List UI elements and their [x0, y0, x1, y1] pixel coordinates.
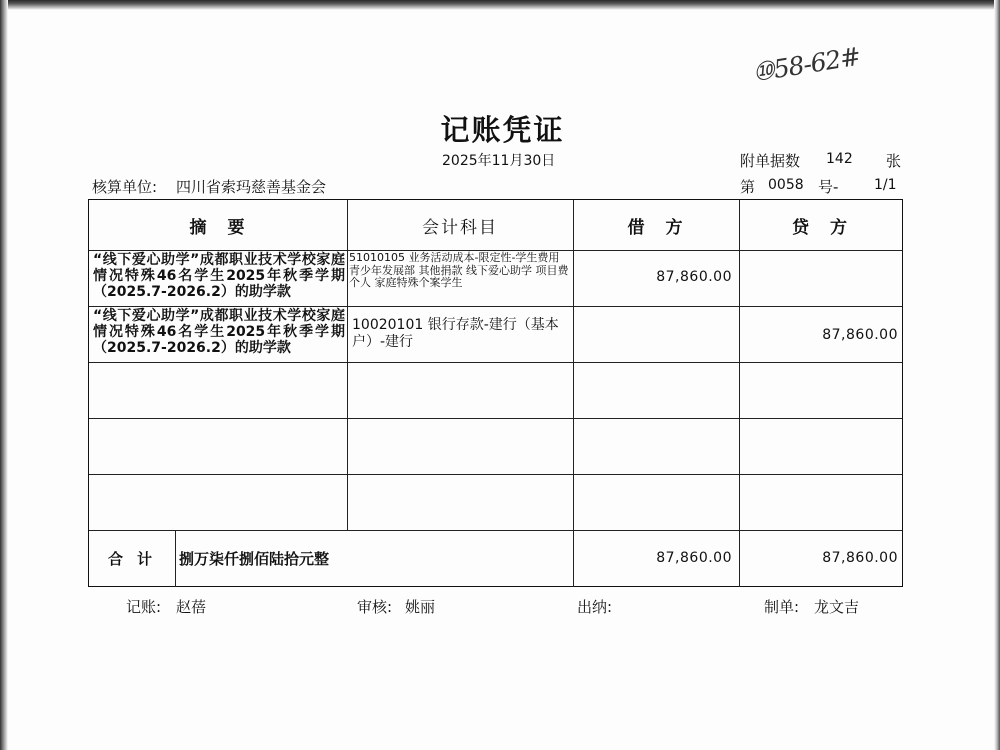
row-2-summary: “线下爱心助学”成都职业技术学校家庭情况特殊46名学生2025年秋季学期（2025.7-2026.2）的助学款: [93, 308, 345, 356]
row-2-account: 10020101 银行存款-建行（基本户）-建行: [352, 317, 559, 350]
bookkeeper-label: 记账:: [126, 598, 162, 616]
accounting-unit-name: 四川省索玛慈善基金会: [176, 178, 327, 196]
preparer-label: 制单:: [764, 598, 800, 616]
voucher-date: 2025年11月30日: [442, 153, 556, 169]
header-credit: 贷 方: [792, 217, 849, 238]
scan-right-edge: [994, 0, 1000, 750]
grid-line: [89, 306, 902, 307]
bookkeeper-name: 赵蓓: [176, 598, 207, 616]
voucher-table: [88, 199, 903, 587]
preparer-name: 龙文吉: [814, 598, 860, 616]
handwritten-note: ⑩58-62#: [750, 41, 863, 88]
row-1-debit: 87,860.00: [656, 269, 732, 285]
reviewer-label: 审核:: [357, 598, 393, 616]
scan-left-edge: [0, 0, 8, 750]
header-account: 会计科目: [422, 217, 498, 238]
voucher-page: 1/1: [874, 177, 897, 193]
voucher-number-suffix: 号-: [818, 178, 839, 196]
row-2-credit: 87,860.00: [822, 327, 898, 343]
attachments-label: 附单据数: [740, 152, 801, 170]
header-summary: 摘 要: [189, 217, 247, 238]
attachments-count: 142: [826, 151, 853, 167]
attachments-unit: 张: [886, 152, 902, 170]
total-credit: 87,860.00: [822, 550, 898, 566]
accounting-unit-label: 核算单位:: [92, 178, 158, 196]
voucher-number: 0058: [768, 177, 804, 193]
reviewer-name: 姚丽: [405, 598, 436, 616]
grid-line: [89, 362, 902, 363]
voucher-number-prefix: 第: [740, 178, 756, 196]
total-debit: 87,860.00: [656, 550, 732, 566]
grid-line: [739, 200, 740, 587]
grid-line: [89, 418, 902, 419]
scan-top-edge: [0, 0, 1000, 10]
total-amount-in-words: 捌万柒仟捌佰陆拾元整: [179, 550, 330, 568]
header-debit: 借 方: [627, 217, 685, 238]
cashier-label: 出纳:: [577, 598, 613, 616]
grid-line: [175, 530, 176, 587]
grid-line: [89, 474, 902, 475]
grid-line: [573, 200, 574, 587]
row-1-account: 51010105 业务活动成本-限定性-学生费用 青少年发展部 其他捐款 线下爱心助学 项目费 个人 家庭特殊个案学生: [349, 251, 569, 289]
total-label: 合计: [107, 550, 166, 568]
row-1-summary: “线下爱心助学”成都职业技术学校家庭情况特殊46名学生2025年秋季学期（2025.7-2026.2）的助学款: [93, 252, 345, 300]
voucher-title: 记账凭证: [440, 113, 565, 147]
